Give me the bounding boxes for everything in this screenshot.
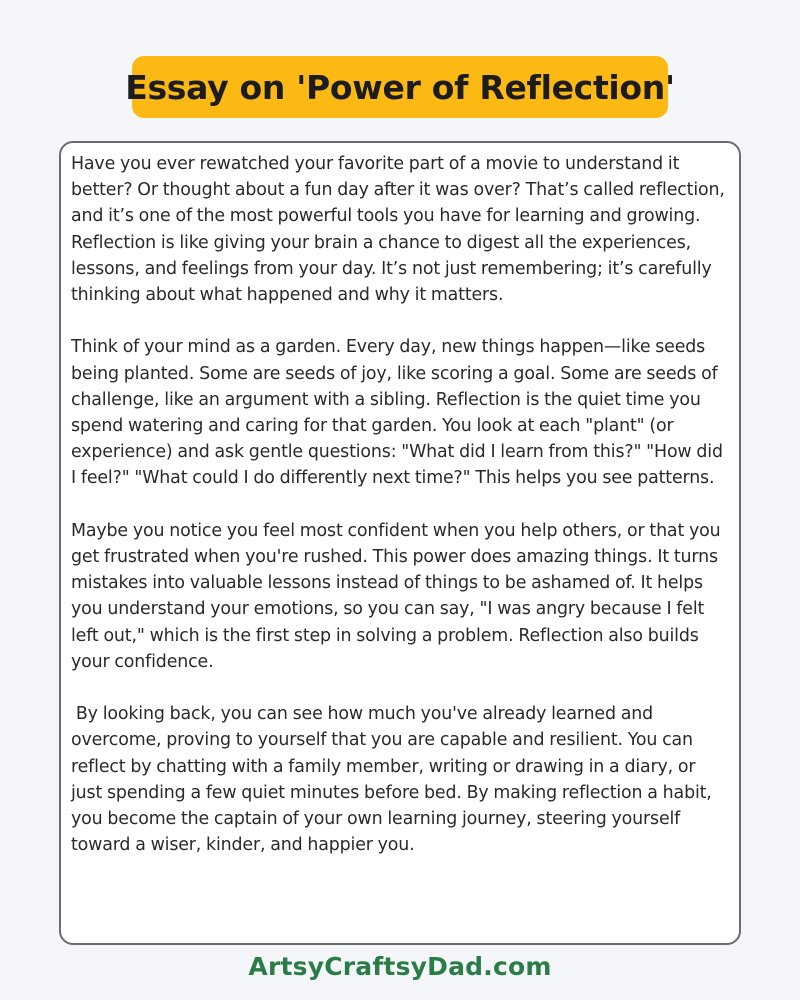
site-footer-link[interactable]: ArtsyCraftsyDad.com <box>248 952 552 981</box>
essay-box <box>59 141 741 945</box>
essay-paragraph-3: Maybe you notice you feel most confident when you help others, or that you get frustrated when you're rushed. This power does amazing things. It turns mistakes into valuable lessons instead of things to be ashamed of. It helps you understand your emotions, so you can say, "I was angry because I felt left out," which is the first step in solving a problem. Reflection also builds your confidence. <box>71 520 721 672</box>
essay-paragraph-2: Think of your mind as a garden. Every day, new things happen—like seeds being planted. Some are seeds of joy, like scoring a goal. Some are seeds of challenge, like an argument with a sibling. Reflection is the quiet time you spend watering and caring for that garden. You look at each "plant" (or experience) and ask gentle questions: "What did I learn from this?" "How did I feel?" "What could I do differently next time?" This helps you see patterns. <box>71 337 723 489</box>
essay-paragraph-1: Have you ever rewatched your favorite part of a movie to understand it better? Or thought about a fun day after it was over? That’s called reflection, and it’s one of the most powerful tools you have for learning and growing. Reflection is like giving your brain a chance to digest all the experiences, lessons, and feelings from your day. It’s not just remembering; it’s carefully thinking about what happened and why it matters. <box>71 154 725 306</box>
essay-paragraph-4: By looking back, you can see how much you've already learned and overcome, proving to yourself that you are capable and resilient. You can reflect by chatting with a family member, writing or drawing in a diary, or just spending a few quiet minutes before bed. By making reflection a habit, you become the captain of your own learning journey, steering yourself toward a wiser, kinder, and happier you. <box>71 704 717 856</box>
title-badge <box>125 56 675 118</box>
page-title: Essay on 'Power of Reflection' <box>125 67 675 107</box>
